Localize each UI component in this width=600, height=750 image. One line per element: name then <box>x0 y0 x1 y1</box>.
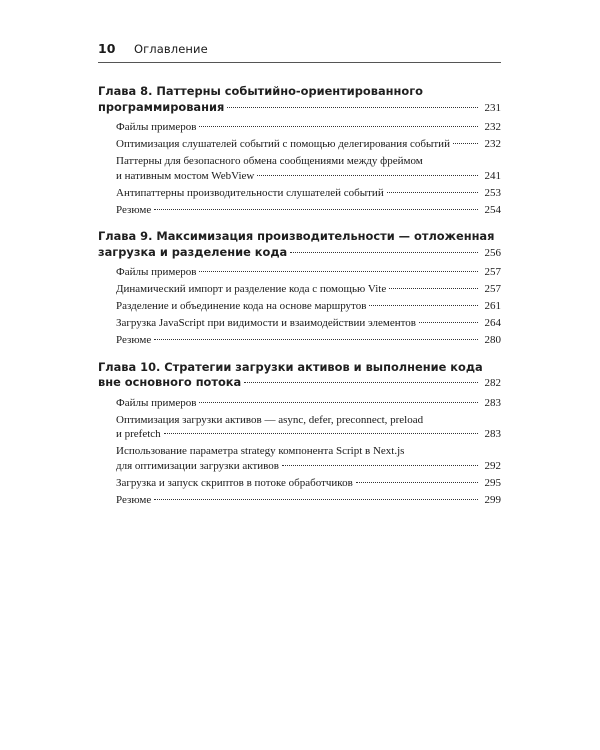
dot-leader <box>419 322 478 323</box>
dot-leader <box>387 192 478 193</box>
entry-page-number: 283 <box>484 428 501 440</box>
entry-title-line: Резюме <box>116 334 152 346</box>
entry-title-line: и нативным мостом WebView <box>116 169 255 182</box>
dot-leader <box>389 288 478 289</box>
dot-leader <box>199 271 478 272</box>
chapter-title-line: Глава 10. Стратегии загрузки активов и выполнение кода <box>98 359 483 374</box>
entry-page-number: 299 <box>484 493 501 506</box>
chapter-title-line: вне основного потока <box>98 375 242 389</box>
entry-title-line: Загрузка JavaScript при видимости и взаимодействии элементов <box>116 317 416 329</box>
chapter-page-number: 231 <box>484 101 501 114</box>
chapter-title[interactable] <box>98 84 501 116</box>
dot-leader <box>164 433 478 434</box>
toc-entry[interactable] <box>116 476 501 491</box>
entry-title-line: Оптимизация загрузки активов — async, defer, preconnect, preload <box>116 413 424 426</box>
toc-entry[interactable] <box>116 444 501 473</box>
entry-page-number: 232 <box>484 121 501 133</box>
chapter-title[interactable] <box>98 229 501 261</box>
entry-page-number: 280 <box>484 334 501 346</box>
toc-entry[interactable] <box>116 137 501 152</box>
section-list <box>98 265 501 348</box>
entry-title-line: для оптимизации загрузки активов <box>116 459 279 472</box>
chapter-block <box>98 229 501 348</box>
dot-leader <box>290 252 478 253</box>
chapter-block <box>98 360 501 508</box>
chapter-title-line: программирования <box>98 99 225 114</box>
dot-leader <box>356 482 478 483</box>
table-of-contents <box>98 84 501 519</box>
entry-page-number: 254 <box>484 203 501 216</box>
toc-entry[interactable] <box>116 316 501 331</box>
entry-title-line: Динамический импорт и разделение кода с помощью Vite <box>116 283 387 295</box>
entry-title-line: Оптимизация слушателей событий с помощью делегирования событий <box>116 138 450 150</box>
toc-entry[interactable] <box>116 299 501 314</box>
header-rule <box>98 62 501 63</box>
toc-entry[interactable] <box>116 186 501 201</box>
dot-leader <box>227 107 478 108</box>
entry-title-line: Разделение и объединение кода на основе маршрутов <box>116 300 367 312</box>
entry-title-line: Резюме <box>116 493 152 506</box>
entry-title-line: и prefetch <box>116 428 161 440</box>
section-list <box>98 120 501 217</box>
entry-page-number: 232 <box>484 138 501 150</box>
toc-entry[interactable] <box>116 120 501 135</box>
entry-title-line: Паттерны для безопасного обмена сообщениями между фреймом <box>116 155 423 167</box>
dot-leader <box>154 209 478 210</box>
dot-leader <box>369 305 478 306</box>
page-number: 10 <box>98 41 116 56</box>
section-list <box>98 396 501 508</box>
toc-entry[interactable] <box>116 493 501 508</box>
chapter-title-line: Глава 8. Паттерны событийно-ориентированного <box>98 84 423 98</box>
toc-entry[interactable] <box>116 154 501 183</box>
dot-leader <box>199 126 478 127</box>
entry-page-number: 241 <box>484 169 501 182</box>
entry-page-number: 283 <box>484 396 501 409</box>
entry-title-line: Антипаттерны производительности слушателей событий <box>116 186 384 199</box>
entry-page-number: 292 <box>484 459 501 472</box>
entry-page-number: 295 <box>484 476 501 489</box>
chapter-page-number: 256 <box>484 246 501 259</box>
chapter-title-line: загрузка и разделение кода <box>98 244 288 259</box>
entry-page-number: 253 <box>484 186 501 199</box>
entry-title-line: Использование параметра strategy компонента Script в Next.js <box>116 445 405 457</box>
dot-leader <box>282 465 478 466</box>
dot-leader <box>154 499 478 500</box>
entry-page-number: 257 <box>484 266 501 278</box>
dot-leader <box>154 339 478 340</box>
chapter-block <box>98 84 501 217</box>
toc-entry[interactable] <box>116 396 501 411</box>
toc-entry[interactable] <box>116 265 501 280</box>
dot-leader <box>199 402 478 403</box>
dot-leader <box>244 382 478 383</box>
toc-entry[interactable] <box>116 333 501 348</box>
entry-page-number: 257 <box>484 283 501 295</box>
entry-title-line: Резюме <box>116 203 152 216</box>
toc-entry[interactable] <box>116 413 501 442</box>
chapter-title[interactable] <box>98 360 501 392</box>
chapter-page-number: 282 <box>484 377 501 389</box>
dot-leader <box>257 175 478 176</box>
entry-title-line: Загрузка и запуск скриптов в потоке обработчиков <box>116 476 353 489</box>
toc-entry[interactable] <box>116 282 501 297</box>
running-head <box>98 41 501 59</box>
chapter-title-line: Глава 9. Максимизация производительности — отложенная <box>98 229 495 243</box>
entry-page-number: 264 <box>484 317 501 329</box>
running-head-title: Оглавление <box>134 42 208 56</box>
dot-leader <box>453 143 478 144</box>
entry-page-number: 261 <box>484 300 501 312</box>
entry-title-line: Файлы примеров <box>116 266 197 278</box>
entry-title-line: Файлы примеров <box>116 396 197 409</box>
toc-entry[interactable] <box>116 203 501 218</box>
entry-title-line: Файлы примеров <box>116 121 197 133</box>
